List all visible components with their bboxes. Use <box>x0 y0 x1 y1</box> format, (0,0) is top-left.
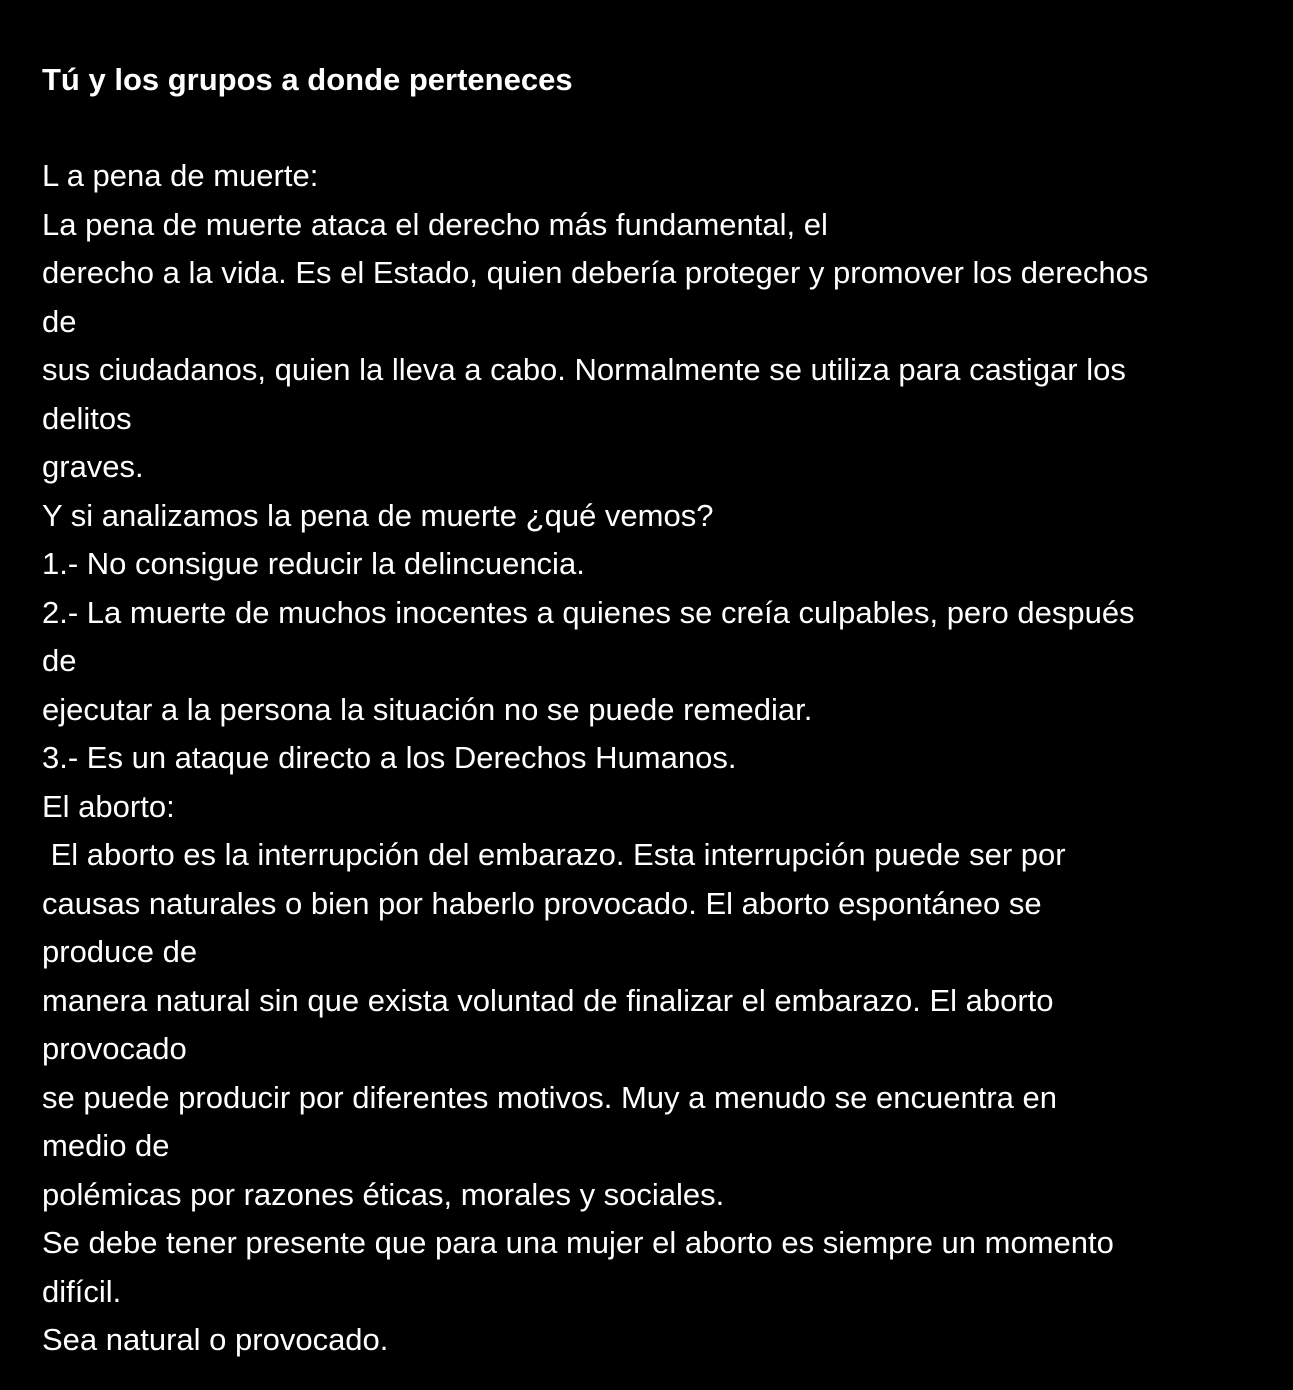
note-line: sus ciudadanos, quien la lleva a cabo. Normalmente se utiliza para castigar los <box>42 352 1126 387</box>
note-line: Se debe tener presente que para una mujer el aborto es siempre un momento <box>42 1225 1114 1260</box>
note-line: Y si analizamos la pena de muerte ¿qué vemos? <box>42 497 714 533</box>
note-line: produce de <box>42 934 198 969</box>
note-line: de <box>42 303 77 339</box>
note-line: Sea natural o provocado. <box>42 1322 389 1357</box>
note-line: derecho a la vida. Es el Estado, quien debería proteger y promover los derechos <box>42 255 1149 290</box>
note-body[interactable] <box>42 56 1272 1365</box>
note-line: delitos <box>42 400 132 436</box>
note-line: L a pena de muerte: <box>42 158 319 193</box>
note-line: El aborto: <box>42 788 175 824</box>
note-line: La pena de muerte ataca el derecho más fundamental, el <box>42 206 828 242</box>
note-line: medio de <box>42 1128 170 1163</box>
note-line: difícil. <box>42 1273 122 1309</box>
note-line: se puede producir por diferentes motivos. Muy a menudo se encuentra en <box>42 1079 1057 1115</box>
note-line: manera natural sin que exista voluntad de finalizar el embarazo. El aborto <box>42 982 1054 1018</box>
note-text <box>42 152 1272 1365</box>
note-line: 1.- No consigue reducir la delincuencia. <box>42 546 585 581</box>
note-line: causas naturales o bien por haberlo provocado. El aborto espontáneo se <box>42 885 1042 921</box>
note-line: graves. <box>42 449 144 484</box>
note-line: El aborto es la interrupción del embarazo. Esta interrupción puede ser por <box>42 837 1066 872</box>
note-line: polémicas por razones éticas, morales y sociales. <box>42 1176 725 1212</box>
note-line: ejecutar a la persona la situación no se puede remediar. <box>42 691 813 727</box>
note-title: Tú y los grupos a donde perteneces <box>42 62 573 97</box>
note-line: 3.- Es un ataque directo a los Derechos Humanos. <box>42 740 737 775</box>
note-line: 2.- La muerte de muchos inocentes a quienes se creía culpables, pero después <box>42 594 1135 630</box>
note-line: provocado <box>42 1031 187 1066</box>
note-line: de <box>42 643 77 678</box>
